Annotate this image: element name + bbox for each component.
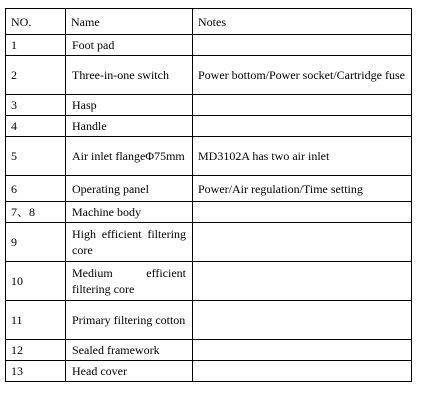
cell-no: 1 xyxy=(6,35,66,56)
cell-no: 2 xyxy=(6,56,66,95)
cell-notes: Power bottom/Power socket/Cartridge fuse xyxy=(193,56,412,95)
cell-notes xyxy=(193,116,412,137)
cell-name: High efficient filtering core xyxy=(66,223,193,262)
cell-name: Handle xyxy=(66,116,193,137)
table-row xyxy=(6,262,412,301)
table-row xyxy=(6,137,412,176)
cell-name: Sealed framework xyxy=(66,340,193,361)
cell-no: 12 xyxy=(6,340,66,361)
table-row xyxy=(6,223,412,262)
parts-table xyxy=(5,8,412,382)
cell-name: Medium efficient filtering core xyxy=(66,262,193,301)
table-row xyxy=(6,361,412,382)
table-row xyxy=(6,301,412,340)
header-notes: Notes xyxy=(193,9,412,35)
cell-name: Foot pad xyxy=(66,35,193,56)
cell-no: 9 xyxy=(6,223,66,262)
cell-name: Operating panel xyxy=(66,176,193,202)
table-row xyxy=(6,340,412,361)
table-row xyxy=(6,116,412,137)
cell-notes: Power/Air regulation/Time setting xyxy=(193,176,412,202)
table-row xyxy=(6,35,412,56)
cell-no: 5 xyxy=(6,137,66,176)
cell-notes xyxy=(193,202,412,223)
cell-notes xyxy=(193,340,412,361)
cell-no: 3 xyxy=(6,95,66,116)
cell-no: 10 xyxy=(6,262,66,301)
header-row xyxy=(6,9,412,35)
cell-notes xyxy=(193,262,412,301)
cell-notes xyxy=(193,35,412,56)
cell-notes xyxy=(193,361,412,382)
cell-notes xyxy=(193,301,412,340)
cell-no: 13 xyxy=(6,361,66,382)
cell-notes: MD3102A has two air inlet xyxy=(193,137,412,176)
cell-notes xyxy=(193,223,412,262)
cell-name: Primary filtering cotton xyxy=(66,301,193,340)
cell-name: Head cover xyxy=(66,361,193,382)
cell-notes xyxy=(193,95,412,116)
cell-no: 4 xyxy=(6,116,66,137)
header-name: Name xyxy=(66,9,193,35)
table-row xyxy=(6,56,412,95)
table-row xyxy=(6,202,412,223)
cell-name: Machine body xyxy=(66,202,193,223)
cell-name: Three-in-one switch xyxy=(66,56,193,95)
cell-name: Hasp xyxy=(66,95,193,116)
cell-no: 6 xyxy=(6,176,66,202)
cell-no: 7、8 xyxy=(6,202,66,223)
table-row xyxy=(6,95,412,116)
table-row xyxy=(6,176,412,202)
header-no: NO. xyxy=(6,9,66,35)
cell-name: Air inlet flangeΦ75mm xyxy=(66,137,193,176)
cell-no: 11 xyxy=(6,301,66,340)
